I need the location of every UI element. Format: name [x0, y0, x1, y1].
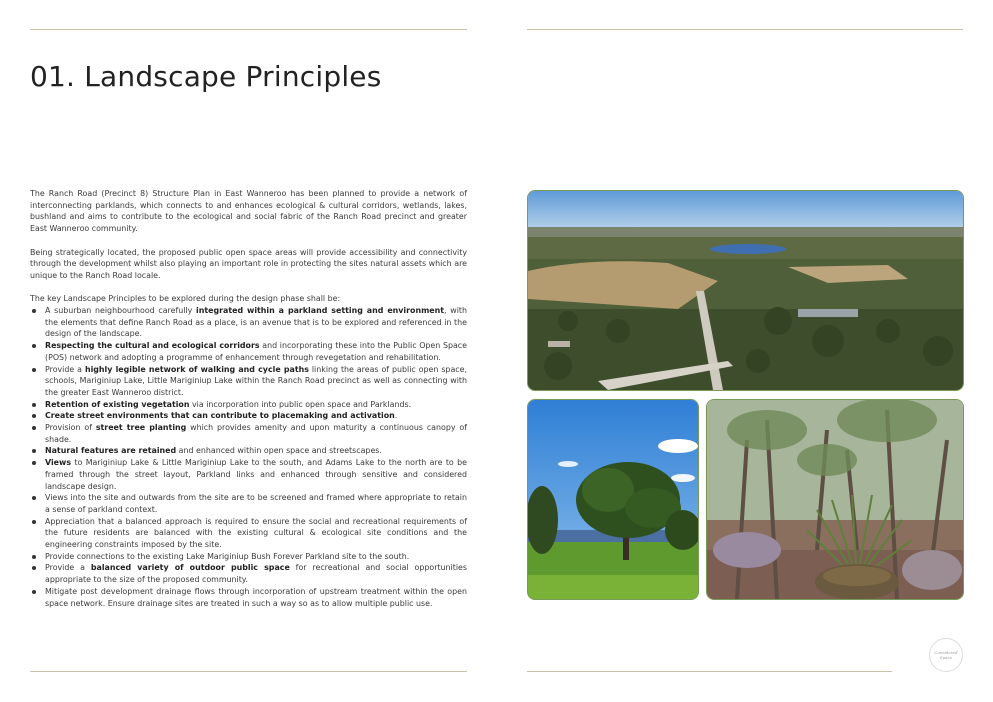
principle-item: Views into the site and outwards from the site are to be screened and framed where appropriate to retain a sense of parkland context. [30, 492, 467, 515]
principle-item: Views to Mariginiup Lake & Little Mariginiup Lake to the south, and Adams Lake to the north are to be framed through the street layout, Parkland links and enhanced through sensitive and considered landscape design. [30, 457, 467, 492]
logo-line-1: Considered [934, 650, 958, 655]
bushland-grass-tree-photo [706, 399, 964, 600]
principles-intro: The key Landscape Principles to be explored during the design phase shall be: [30, 294, 341, 304]
logo-line-2: Space [939, 655, 953, 660]
page-title: 01. Landscape Principles [30, 60, 382, 93]
top-rule-right [527, 29, 963, 30]
intro-paragraph-1: The Ranch Road (Precinct 8) Structure Plan in East Wanneroo has been planned to provide a network of interconnecting parklands, which connects to and enhances ecological & cultural corridors, wetlands, lakes, bushland and aims to contribute to the ecological and social fabric of the Ranch Road precinct and greater East Wanneroo community. [30, 189, 467, 234]
principle-item: Appreciation that a balanced approach is required to ensure the social and recreational requirements of the future residents are balanced with the existing cultural & ecological site conditions and the engineering constraints imposed by the site. [30, 516, 467, 551]
principles-list [30, 305, 467, 609]
principle-item: Respecting the cultural and ecological corridors and incorporating these into the Public Open Space (POS) network and adopting a programme of enhancement through revegetation and rehabilitation. [30, 340, 467, 363]
top-rule-left [30, 29, 467, 30]
principle-item: Provide a balanced variety of outdoor public space for recreational and social opportunities appropriate to the size of the proposed community. [30, 562, 467, 585]
principle-item: Create street environments that can contribute to placemaking and activation. [30, 410, 467, 422]
park-tree-photo [527, 399, 699, 600]
principle-item: Provide a highly legible network of walking and cycle paths linking the areas of public open space, schools, Mariginiup Lake, Little Mariginiup Lake within the Ranch Road precinct as well as connecting with the greater East Wanneroo district. [30, 364, 467, 399]
considered-space-logo [929, 638, 963, 672]
principle-item: Natural features are retained and enhanced within open space and streetscapes. [30, 445, 467, 457]
bottom-rule-left [30, 671, 467, 672]
body-text [30, 188, 467, 609]
principle-item: Provision of street tree planting which provides amenity and upon maturity a continuous canopy of shade. [30, 422, 467, 445]
principle-item: A suburban neighbourhood carefully integrated within a parkland setting and environment, with the elements that define Ranch Road as a place, is an avenue that is to be explored and referenced in the design of the landscape. [30, 305, 467, 340]
bottom-rule-right [527, 671, 892, 672]
principle-item: Mitigate post development drainage flows through incorporation of upstream treatment within the open space network. Ensure drainage sites are treated in such a way so as to allow multiple public use. [30, 586, 467, 609]
intro-paragraph-2: Being strategically located, the proposed public open space areas will provide accessibility and connectivity through the development whilst also playing an important role in protecting the sites natural assets which are unique to the Ranch Road locale. [30, 247, 467, 280]
principle-item: Provide connections to the existing Lake Mariginiup Bush Forever Parkland site to the south. [30, 551, 467, 563]
principle-item: Retention of existing vegetation via incorporation into public open space and Parklands. [30, 399, 467, 411]
aerial-photo [527, 190, 964, 391]
